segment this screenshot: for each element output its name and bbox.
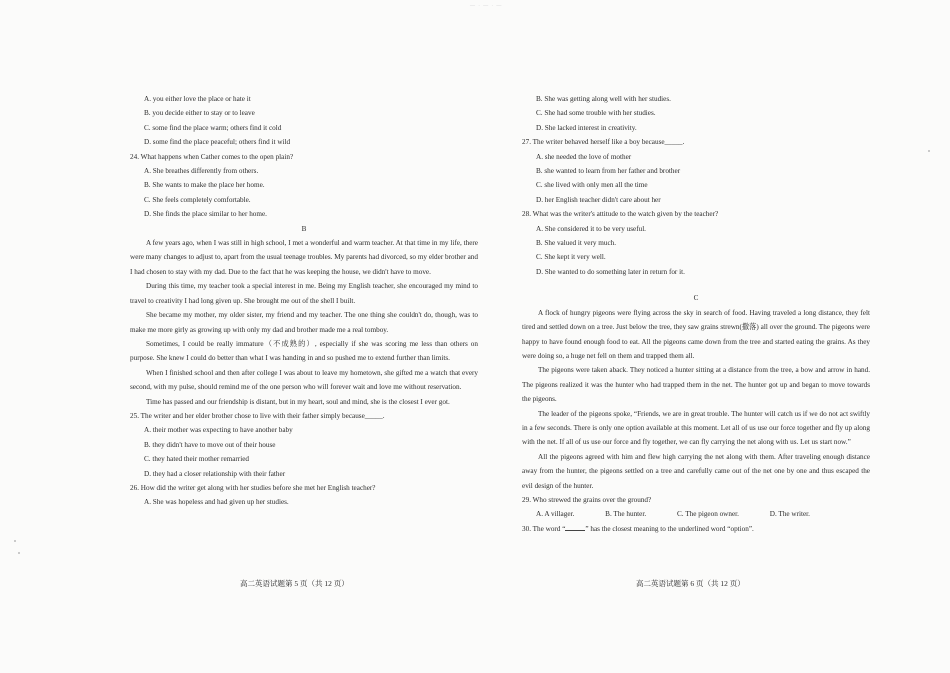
- passage-paragraph: All the pigeons agreed with him and flew high carrying the net along with them. After traveling enough distance away from the hunter, the pigeons settled on a tree and carefully came out of the net one by one and thus escaped the evil design of the hunter.: [522, 452, 870, 490]
- answer-option: D. She wanted to do something later in return for it.: [536, 267, 685, 276]
- passage-paragraph: When I finished school and then after college I was about to leave my hometown, she gifted me a watch that every second, with my pulse, should remind me of the one person who will forever wait and love me without reservation.: [130, 368, 478, 392]
- question: 25. The writer and her elder brother chose to live with their father simply because_____.: [130, 411, 385, 420]
- passage-paragraph: The pigeons were taken aback. They noticed a hunter sitting at a distance from the tree, a bow and arrow in hand. The pigeons realized it was the hunter who had trapped them in the net. The hunter got up and began to move towards the pigeons.: [522, 366, 870, 404]
- question: 26. How did the writer get along with her studies before she met her English teacher?: [130, 483, 376, 492]
- answer-option: B. She valued it very much.: [536, 239, 617, 248]
- question: 29. Who strewed the grains over the ground?: [522, 495, 652, 504]
- scan-speck: [14, 540, 16, 542]
- answer-choice: A. A villager.: [536, 510, 575, 519]
- answer-option: B. you decide either to stay or to leave: [144, 109, 255, 118]
- answer-option: C. some find the place warm; others find it cold: [144, 123, 282, 132]
- answer-option: C. She had some trouble with her studies.: [536, 109, 656, 118]
- spacer: [522, 279, 870, 291]
- passage-paragraph: Sometimes, I could be really immature（不成熟的）, especially if she was scoring me less than others on purpose. She knew I could do better than what I was handing in and so pushed me to extend further than limits.: [130, 339, 478, 363]
- answer-option: D. some find the place peaceful; others find it wild: [144, 138, 291, 147]
- answer-option: A. She breathes differently from others.: [144, 167, 259, 176]
- answer-option: A. their mother was expecting to have another baby: [144, 426, 293, 435]
- answer-choice: C. The pigeon owner.: [677, 510, 739, 519]
- section-heading: B: [301, 224, 307, 233]
- passage-paragraph: During this time, my teacher took a special interest in me. Being my English teacher, she encouraged my mind to travel to creativity I had long given up. She brought me out of the shell I built.: [130, 282, 478, 305]
- answer-option: D. her English teacher didn't care about her: [536, 195, 661, 204]
- question: [522, 522, 870, 536]
- answer-option: D. they had a closer relationship with their father: [144, 469, 286, 478]
- question: 28. What was the writer's attitude to the watch given by the teacher?: [522, 210, 719, 219]
- scan-speck: [928, 150, 930, 152]
- passage-paragraph: A few years ago, when I was still in high school, I met a wonderful and warm teacher. At that time in my life, there were many changes to adjust to, apart from the usual teenage troubles. My parents had divorced, so my elder brother and I had chosen to stay with my dad. Due to the fact that he was keeping the house, we didn't have to move.: [130, 239, 478, 276]
- answer-option: B. she wanted to learn from her father and brother: [536, 167, 681, 176]
- answer-option: D. She finds the place similar to her home.: [144, 210, 267, 219]
- answer-option: C. She feels completely comfortable.: [144, 195, 251, 204]
- answer-option: A. She considered it to be very useful.: [536, 224, 646, 233]
- question: 27. The writer behaved herself like a boy because_____.: [522, 138, 685, 147]
- scan-speck: [18, 552, 20, 554]
- passage-paragraph: Time has passed and our friendship is distant, but in my heart, soul and mind, she is the closest I ever got.: [146, 397, 450, 406]
- answer-option: B. She was getting along well with her studies.: [536, 95, 671, 103]
- answer-option: D. She lacked interest in creativity.: [536, 123, 637, 132]
- answer-option: A. you either love the place or hate it: [144, 95, 251, 103]
- answer-option: B. She wants to make the place her home.: [144, 181, 265, 190]
- answer-choice: D. The writer.: [769, 510, 810, 519]
- question: 24. What happens when Cather comes to the open plain?: [130, 152, 294, 161]
- answer-choice: B. The hunter.: [605, 510, 647, 519]
- answer-blank: [565, 524, 585, 531]
- answer-option: C. she lived with only men all the time: [536, 181, 648, 190]
- answer-option: A. she needed the love of mother: [536, 152, 632, 161]
- answer-option: B. they didn't have to move out of their house: [144, 440, 276, 449]
- question-text: ” has the closest meaning to the underlined word “option”.: [585, 524, 754, 533]
- right-column: [522, 92, 870, 536]
- answer-choices: [522, 507, 870, 521]
- footer-right: 高二英语试题第 6 页（共 12 页）: [636, 579, 745, 588]
- passage-paragraph: She became my mother, my older sister, my friend and my teacher. The one thing she couldn't do, though, was to make me more girly as growing up with only my dad and brother made me a real tomboy.: [130, 311, 478, 334]
- question-text: 30. The word “: [522, 524, 566, 533]
- answer-option: C. they hated their mother remarried: [144, 455, 249, 464]
- passage-paragraph: A flock of hungry pigeons were flying across the sky in search of food. Having traveled a long distance, they felt tired and settled down on a tree. Just below the tree, they saw grains strewn(撒落) all over the ground. The pigeons were happy to have found enough food to eat. All the pigeons came down from the tree and started eating the grains. As they were doing so, a huge net fell on them and trapped them all.: [522, 308, 870, 360]
- top-scan-mark: — · — · —: [470, 4, 503, 9]
- footer-left: 高二英语试题第 5 页（共 12 页）: [240, 579, 349, 588]
- passage-paragraph: The leader of the pigeons spoke, “Friends, we are in great trouble. The hunter will catch us if we do not act swiftly in a few seconds. There is only one option available at this moment. Let all of us use our force together and fly up along with the net. If all of us use our force and fly together, we can fly carrying the net along with us. Let us start now.”: [522, 409, 870, 447]
- answer-option: A. She was hopeless and had given up her studies.: [144, 498, 289, 507]
- section-heading: C: [693, 294, 699, 303]
- left-column: [130, 92, 478, 510]
- answer-option: C. She kept it very well.: [536, 253, 606, 262]
